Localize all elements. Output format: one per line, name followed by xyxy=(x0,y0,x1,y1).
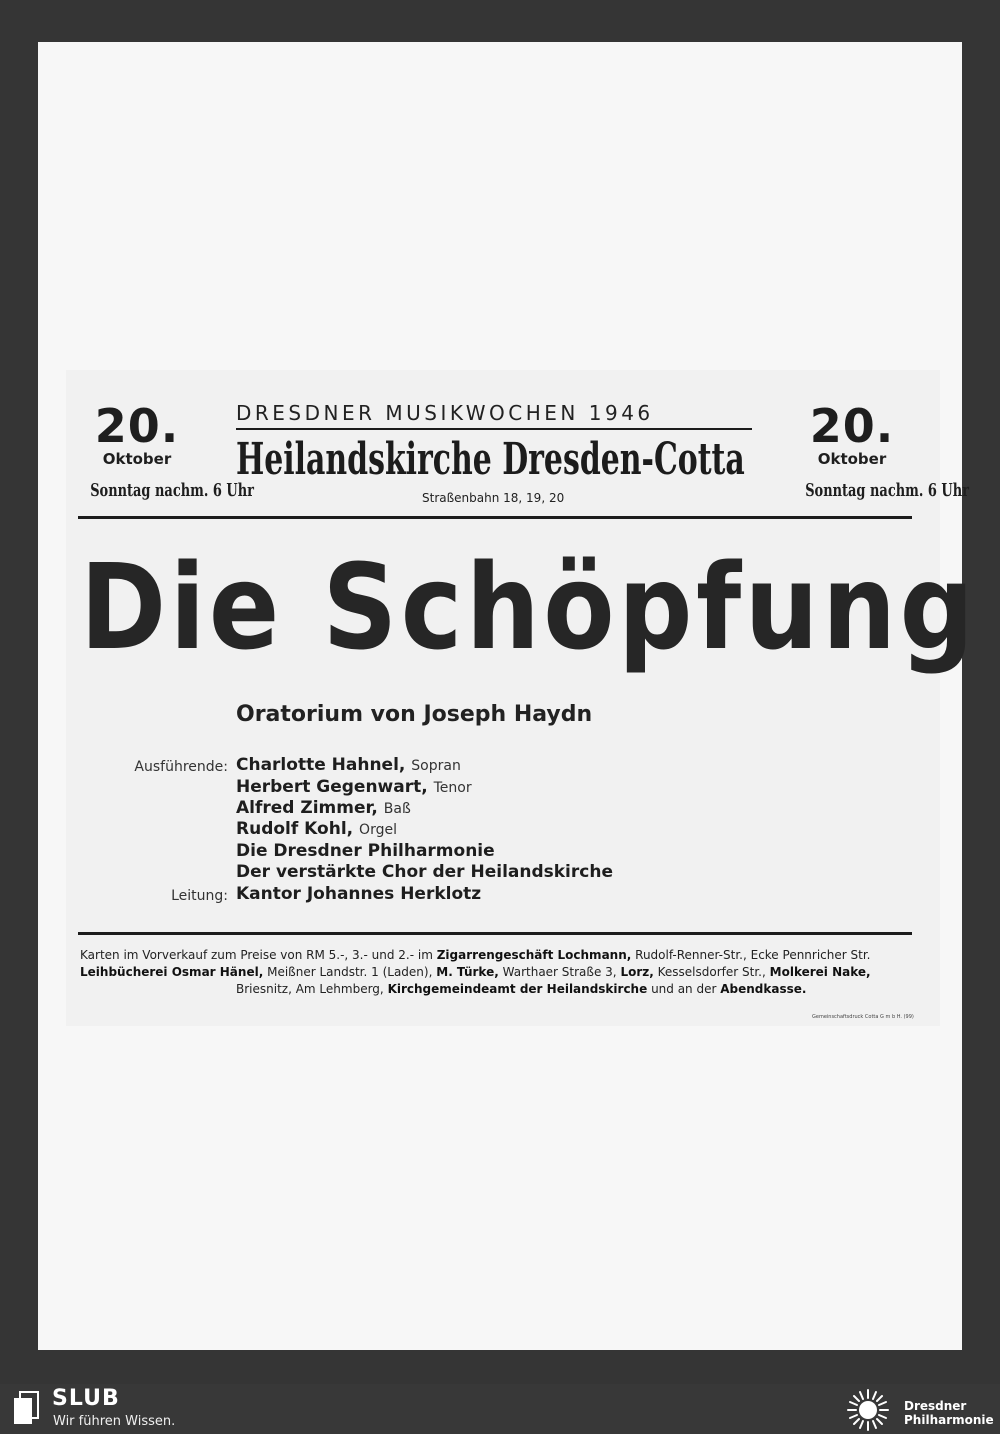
performer-role: Orgel xyxy=(359,822,397,838)
conductor-name: Kantor Johannes Herklotz xyxy=(236,884,482,904)
printer-imprint: Gemeinschaftsdruck Cotta G m b H. (99) xyxy=(812,1014,914,1020)
subtitle: Oratorium von Joseph Haydn xyxy=(236,702,593,727)
tickets-shop: Molkerei Nake, xyxy=(769,965,871,979)
left-date-time: Sonntag nachm. 6 Uhr xyxy=(90,480,254,501)
festival-title: DRESDNER MUSIKWOCHEN 1946 xyxy=(236,401,654,425)
partner-name-line: Philharmonie xyxy=(904,1413,994,1427)
tickets-shop: Lorz, xyxy=(620,965,654,979)
performer-name: Der verstärkte Chor der Heilandskirche xyxy=(236,862,613,882)
tickets-shop: Leihbücherei Osmar Hänel, xyxy=(80,965,264,979)
header-underline xyxy=(236,428,752,430)
tickets-shop: M. Türke, xyxy=(436,965,499,979)
library-tagline: Wir führen Wissen. xyxy=(53,1414,176,1429)
transit-info: Straßenbahn 18, 19, 20 xyxy=(422,491,565,505)
tickets-line-3 xyxy=(236,982,806,996)
right-date-month: Oktober xyxy=(817,450,887,468)
tickets-line-2 xyxy=(80,965,871,979)
tickets-shop: Abendkasse. xyxy=(720,982,807,996)
right-date-day: 20. xyxy=(809,399,895,453)
performer-role: Sopran xyxy=(411,758,461,774)
tickets-text: Meißner Landstr. 1 (Laden), xyxy=(267,965,433,979)
partner-name[interactable] xyxy=(904,1399,994,1427)
philharmonie-logo-icon[interactable] xyxy=(842,1386,894,1434)
tickets-text: Warthaer Straße 3, xyxy=(502,965,617,979)
bottom-divider xyxy=(78,932,912,935)
performer-line xyxy=(236,819,397,839)
conductor-label: Leitung: xyxy=(171,888,228,904)
tickets-text: Briesnitz, Am Lehmberg, xyxy=(236,982,384,996)
tickets-shop: Kirchgemeindeamt der Heilandskirche xyxy=(387,982,648,996)
left-date-month: Oktober xyxy=(102,450,172,468)
performer-name: Herbert Gegenwart, xyxy=(236,777,428,797)
performer-line xyxy=(236,862,613,882)
tickets-line-1 xyxy=(80,948,870,962)
performer-name: Alfred Zimmer, xyxy=(236,798,378,818)
main-title: Die Schöpfung xyxy=(80,538,978,676)
performer-name: Die Dresdner Philharmonie xyxy=(236,841,495,861)
performer-line xyxy=(236,798,411,818)
performers-label: Ausführende: xyxy=(134,759,228,775)
performer-line xyxy=(236,755,461,775)
performer-line xyxy=(236,777,472,797)
venue-title: Heilandskirche Dresden-Cotta xyxy=(236,434,745,485)
top-divider xyxy=(78,516,912,519)
right-date-time: Sonntag nachm. 6 Uhr xyxy=(805,480,969,501)
tickets-text: Kesselsdorfer Str., xyxy=(657,965,766,979)
slub-logo-icon[interactable] xyxy=(12,1390,40,1426)
partner-name-line: Dresdner xyxy=(904,1399,967,1413)
tickets-text: und an der xyxy=(651,982,717,996)
tickets-text: Karten im Vorverkauf zum Preise von RM 5.-, 3.- und 2.- im xyxy=(80,948,433,962)
library-name[interactable]: SLUB xyxy=(52,1386,120,1411)
performer-name: Rudolf Kohl, xyxy=(236,819,354,839)
tickets-shop: Zigarrengeschäft Lochmann, xyxy=(436,948,632,962)
performer-role: Tenor xyxy=(433,780,472,796)
performer-name: Charlotte Hahnel, xyxy=(236,755,406,775)
tickets-text: Rudolf-Renner-Str., Ecke Pennricher Str. xyxy=(635,948,871,962)
left-date-day: 20. xyxy=(94,399,180,453)
performer-line xyxy=(236,841,495,861)
performer-role: Baß xyxy=(383,801,411,817)
